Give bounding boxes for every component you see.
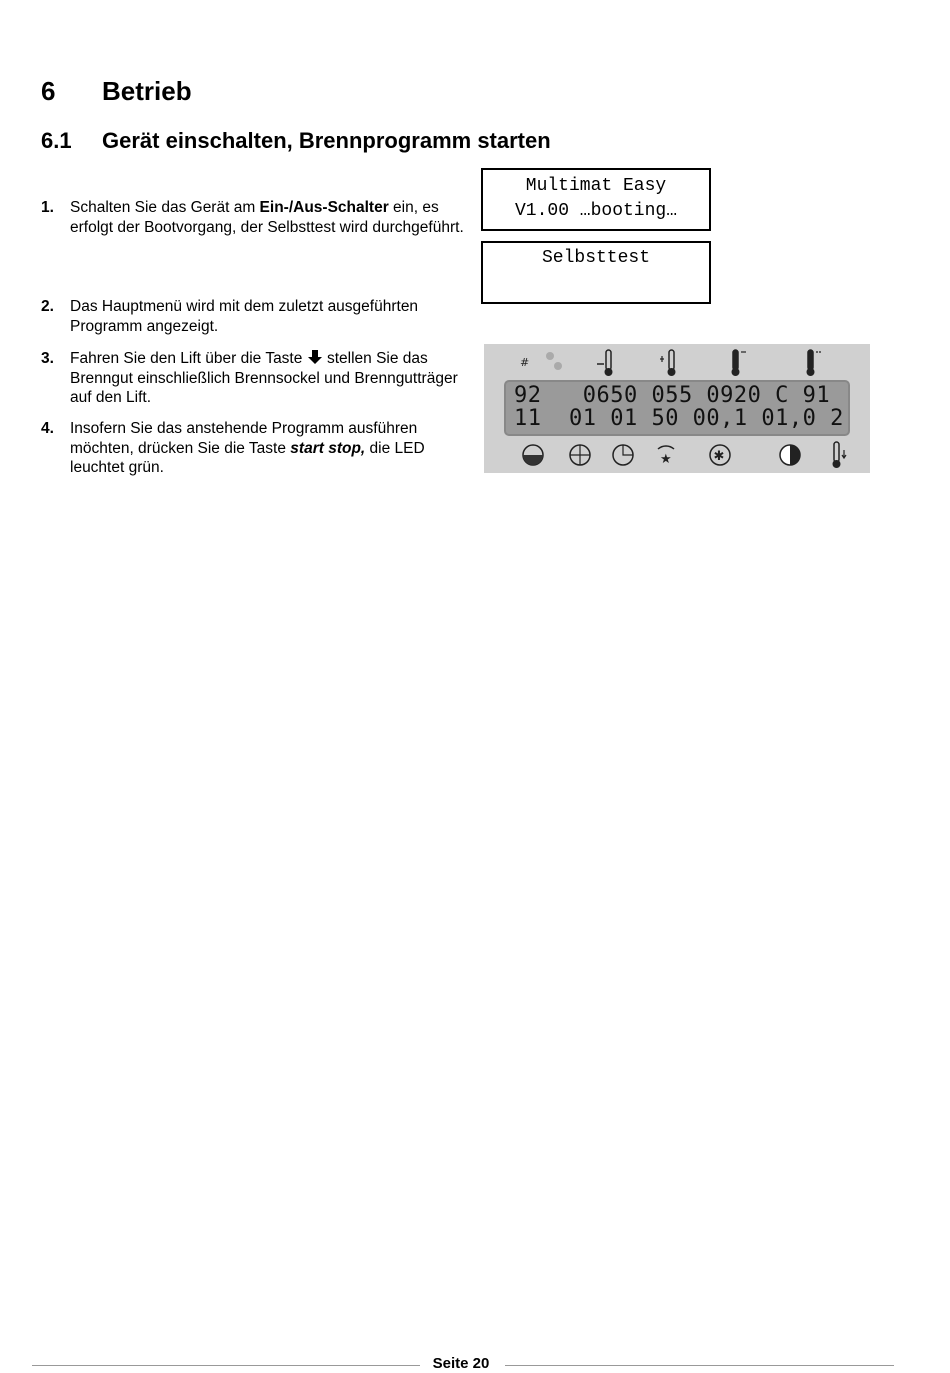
- lcd-row-1: 92 0650 055 0920 C 91: [514, 383, 831, 408]
- step-number: 2.: [41, 298, 54, 315]
- section-number: 6.1: [41, 128, 72, 153]
- dark-half-circle-icon: [778, 443, 802, 467]
- step-3: [41, 349, 471, 408]
- thermometer-hold-icon: [802, 348, 824, 378]
- step-1: [41, 198, 471, 237]
- crosshair-icon: [568, 443, 592, 467]
- half-circle-icon: [521, 443, 545, 467]
- footer-rule-left: [32, 1365, 420, 1366]
- selftest-display-line1: Selbsttest: [541, 248, 651, 268]
- boot-display-line2: V1.00 …booting…: [514, 201, 678, 221]
- star-circle-icon: [708, 443, 732, 467]
- step-text: Schalten Sie das Gerät am Ein-/Aus-Schalter ein, es erfolgt der Bootvorgang, der Selbsttest wird durchgeführt.: [70, 199, 464, 236]
- thermometer-rate-icon: [659, 348, 681, 378]
- step-text: Fahren Sie den Lift über die Taste stellen Sie das Brenngut einschließlich Brennsockel und Brenngutträger auf den Lift.: [70, 350, 458, 406]
- lcd-row-2: 11 01 01 50 00,1 01,0 2: [514, 406, 844, 431]
- thermometer-down-icon: [829, 440, 851, 470]
- boot-display: [481, 168, 711, 231]
- section-title: Gerät einschalten, Brennprogramm starten: [102, 128, 551, 153]
- snowflake-icon: [544, 350, 564, 374]
- thermometer-high-icon: [727, 348, 749, 378]
- selftest-display: [481, 241, 711, 304]
- step-number: 4.: [41, 420, 54, 437]
- lcd-screen: [504, 380, 850, 436]
- step-number: 1.: [41, 199, 54, 216]
- vacuum-icon: [654, 443, 678, 467]
- boot-display-line1: Multimat Easy: [525, 176, 667, 196]
- step-4: [41, 419, 471, 478]
- svg-text:✱: ✱: [713, 449, 725, 464]
- chapter-number: 6: [41, 76, 56, 106]
- chapter-title: Betrieb: [102, 76, 192, 106]
- page-number: Seite 20: [432, 1355, 490, 1372]
- control-panel-photo: [484, 344, 870, 473]
- svg-text:★: ★: [660, 452, 672, 467]
- step-text: Das Hauptmenü wird mit dem zuletzt ausgeführten Programm angezeigt.: [70, 298, 419, 335]
- hash-icon: [520, 356, 530, 368]
- footer-rule-right: [505, 1365, 894, 1366]
- quarter-circle-icon: [611, 443, 635, 467]
- step-2: [41, 297, 471, 336]
- thermometer-in-icon: [596, 348, 618, 378]
- step-number: 3.: [41, 350, 54, 367]
- svg-text:#: #: [520, 356, 530, 368]
- arrow-down-icon: [307, 349, 323, 365]
- step-text: Insofern Sie das anstehende Programm ausführen möchten, drücken Sie die Taste start stop, die LED leuchtet grün.: [70, 420, 425, 476]
